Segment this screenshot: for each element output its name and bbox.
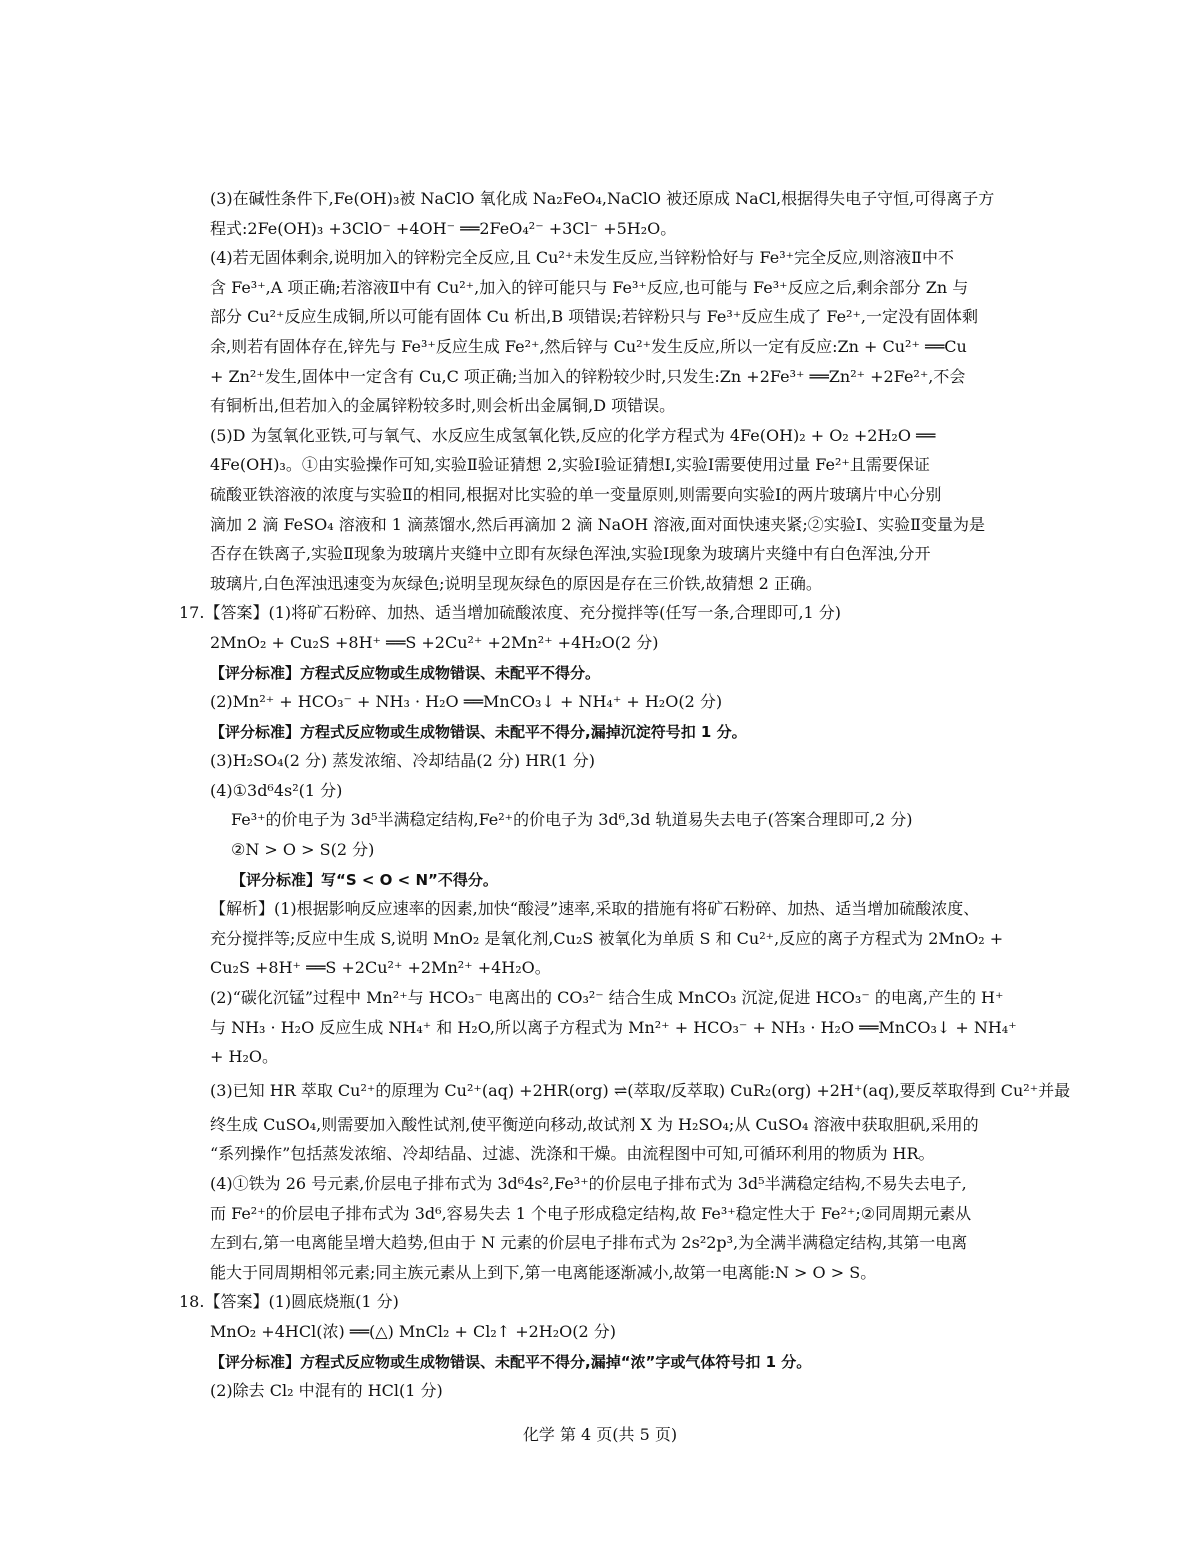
text-line: 4Fe(OH)₃。①由实验操作可知,实验Ⅱ验证猜想 2,实验Ⅰ验证猜想Ⅰ,实验Ⅰ需要使用过量 Fe²⁺且需要保证	[210, 455, 930, 475]
answer-body	[0, 184, 1200, 1406]
text-line: (2)除去 Cl₂ 中混有的 HCl(1 分)	[210, 1381, 443, 1401]
scoring-text: 【评分标准】方程式反应物或生成物错误、未配平不得分,漏掉沉淀符号扣 1 分。	[210, 722, 747, 741]
scoring-criteria	[0, 658, 1016, 688]
text-line: 滴加 2 滴 FeSO₄ 溶液和 1 滴蒸馏水,然后再滴加 2 滴 NaOH 溶液,面对面快速夹紧;②实验Ⅰ、实验Ⅱ变量为是	[210, 514, 985, 534]
analysis-line: (2)“碳化沉锰”过程中 Mn²⁺与 HCO₃⁻ 电离出的 CO₃²⁻ 结合生成 MnCO₃ 沉淀,促进 HCO₃⁻ 的电离,产生的 H⁺	[210, 988, 1004, 1008]
analysis-line: 而 Fe²⁺的价层电子排布式为 3d⁶,容易失去 1 个电子形成稳定结构,故 Fe³⁺稳定性大于 Fe²⁺;②同周期元素从	[210, 1203, 972, 1223]
scoring-criteria	[0, 717, 1016, 747]
scoring-criteria	[0, 865, 1016, 895]
text-line: 余,则若有固体存在,锌先与 Fe³⁺反应生成 Fe²⁺,然后锌与 Cu²⁺发生反应,所以一定有反应:Zn + Cu²⁺ ══Cu	[210, 336, 967, 356]
question-17-heading: 17.【答案】(1)将矿石粉碎、加热、适当增加硫酸浓度、充分搅拌等(任写一条,合理即可,1 分)	[179, 603, 842, 623]
scoring-text: 【评分标准】写“S < O < N”不得分。	[231, 870, 498, 889]
text-line: (5)D 为氢氧化亚铁,可与氧气、水反应生成氢氧化铁,反应的化学方程式为 4Fe(OH)₂ + O₂ +2H₂O ══	[210, 425, 936, 445]
equation-line: MnO₂ +4HCl(浓) ══(△) MnCl₂ + Cl₂↑ +2H₂O(2 分)	[210, 1321, 617, 1341]
text-line: Fe³⁺的价电子为 3d⁵半满稳定结构,Fe²⁺的价电子为 3d⁶,3d 轨道易失去电子(答案合理即可,2 分)	[231, 810, 913, 830]
text-line: 硫酸亚铁溶液的浓度与实验Ⅱ的相同,根据对比实验的单一变量原则,则需要向实验Ⅰ的两片玻璃片中心分别	[210, 484, 942, 504]
analysis-line: 与 NH₃ · H₂O 反应生成 NH₄⁺ 和 H₂O,所以离子方程式为 Mn²⁺ + HCO₃⁻ + NH₃ · H₂O ══MnCO₃↓ + NH₄⁺	[210, 1017, 1017, 1037]
scoring-text: 【评分标准】方程式反应物或生成物错误、未配平不得分。	[210, 663, 601, 682]
page-footer: 化学 第 4 页(共 5 页)	[522, 1425, 678, 1444]
equation-line: (2)Mn²⁺ + HCO₃⁻ + NH₃ · H₂O ══MnCO₃↓ + NH₄⁺ + H₂O(2 分)	[210, 692, 723, 712]
text-line: + Zn²⁺发生,固体中一定含有 Cu,C 项正确;当加入的锌粉较少时,只发生:Zn +2Fe³⁺ ══Zn²⁺ +2Fe²⁺,不会	[210, 366, 966, 386]
text-line: ②N > O > S(2 分)	[231, 840, 375, 860]
scoring-text: 【评分标准】方程式反应物或生成物错误、未配平不得分,漏掉“浓”字或气体符号扣 1 分。	[210, 1352, 812, 1371]
text-line: (3)H₂SO₄(2 分) 蒸发浓缩、冷却结晶(2 分) HR(1 分)	[210, 751, 595, 771]
analysis-line: (3)已知 HR 萃取 Cu²⁺的原理为 Cu²⁺(aq) +2HR(org) ⇌(萃取/反萃取) CuR₂(org) +2H⁺(aq),要反萃取得到 Cu²⁺并最	[210, 1080, 1071, 1100]
analysis-line: 充分搅拌等;反应中生成 S,说明 MnO₂ 是氧化剂,Cu₂S 被氧化为单质 S 和 Cu²⁺,反应的离子方程式为 2MnO₂ +	[210, 928, 1004, 948]
analysis-line: + H₂O。	[210, 1047, 278, 1067]
question-18-heading: 18.【答案】(1)圆底烧瓶(1 分)	[179, 1292, 399, 1312]
text-line: (4)若无固体剩余,说明加入的锌粉完全反应,且 Cu²⁺未发生反应,当锌粉恰好与 Fe³⁺完全反应,则溶液Ⅱ中不	[210, 248, 955, 268]
scoring-criteria	[0, 1347, 1016, 1377]
text-line: 玻璃片,白色浑浊迅速变为灰绿色;说明呈现灰绿色的原因是存在三价铁,故猜想 2 正确。	[210, 573, 822, 593]
text-line: 否存在铁离子,实验Ⅱ现象为玻璃片夹缝中立即有灰绿色浑浊,实验Ⅰ现象为玻璃片夹缝中有白色浑浊,分开	[210, 544, 931, 564]
analysis-line: “系列操作”包括蒸发浓缩、冷却结晶、过滤、洗涤和干燥。由流程图中可知,可循环利用的物质为 HR。	[210, 1144, 935, 1164]
analysis-line: 终生成 CuSO₄,则需要加入酸性试剂,使平衡逆向移动,故试剂 X 为 H₂SO₄;从 CuSO₄ 溶液中获取胆矾,采用的	[210, 1114, 979, 1134]
text-line: (3)在碱性条件下,Fe(OH)₃被 NaClO 氧化成 Na₂FeO₄,NaClO 被还原成 NaCl,根据得失电子守恒,可得离子方	[210, 189, 995, 208]
text-line: 部分 Cu²⁺反应生成铜,所以可能有固体 Cu 析出,B 项错误;若锌粉只与 Fe³⁺反应生成了 Fe²⁺,一定没有固体剩	[210, 307, 978, 327]
text-line: 含 Fe³⁺,A 项正确;若溶液Ⅱ中有 Cu²⁺,加入的锌可能只与 Fe³⁺反应,也可能与 Fe³⁺反应之后,剩余部分 Zn 与	[210, 277, 969, 297]
analysis-line: 左到右,第一电离能呈增大趋势,但由于 N 元素的价层电子排布式为 2s²2p³,为全满半满稳定结构,其第一电离	[210, 1233, 968, 1253]
text-line: 有铜析出,但若加入的金属锌粉较多时,则会析出金属铜,D 项错误。	[210, 396, 676, 416]
analysis-line: (4)①铁为 26 号元素,价层电子排布式为 3d⁶4s²,Fe³⁺的价层电子排布式为 3d⁵半满稳定结构,不易失去电子,	[210, 1174, 967, 1193]
equation-line: 2MnO₂ + Cu₂S +8H⁺ ══S +2Cu²⁺ +2Mn²⁺ +4H₂O(2 分)	[210, 632, 659, 652]
analysis-line: 【解析】(1)根据影响反应速率的因素,加快“酸浸”速率,采取的措施有将矿石粉碎、加热、适当增加硫酸浓度、	[210, 899, 980, 919]
analysis-line: 能大于同周期相邻元素;同主族元素从上到下,第一电离能逐渐减小,故第一电离能:N > O > S。	[210, 1262, 877, 1282]
text-line: 程式:2Fe(OH)₃ +3ClO⁻ +4OH⁻ ══2FeO₄²⁻ +3Cl⁻ +5H₂O。	[210, 218, 677, 238]
analysis-line: Cu₂S +8H⁺ ══S +2Cu²⁺ +2Mn²⁺ +4H₂O。	[210, 958, 551, 978]
text-line: (4)①3d⁶4s²(1 分)	[210, 780, 343, 800]
